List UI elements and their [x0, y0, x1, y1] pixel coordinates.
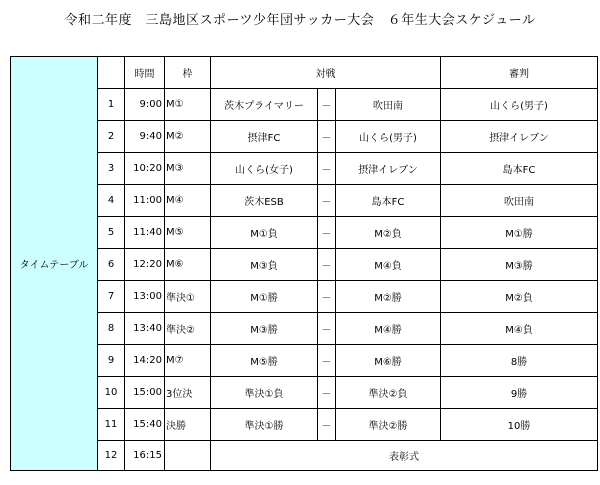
- row-number: 11: [98, 409, 125, 441]
- row-referee: M④負: [441, 313, 598, 345]
- row-frame: M⑤: [165, 217, 211, 249]
- row-team-a: M⑤勝: [211, 345, 318, 377]
- row-team-b: 摂津イレブン: [336, 153, 441, 185]
- row-frame: 3位決: [165, 377, 211, 409]
- row-time: 14:20: [125, 345, 165, 377]
- row-separator: －: [318, 281, 336, 313]
- row-team-a: 茨木プライマリー: [211, 89, 318, 121]
- row-team-b: 山くら(男子): [336, 121, 441, 153]
- header-no: [98, 57, 125, 89]
- row-time: 12:20: [125, 249, 165, 281]
- row-separator: －: [318, 313, 336, 345]
- row-frame: M①: [165, 89, 211, 121]
- table-row: [11, 217, 598, 249]
- schedule-table: [10, 56, 598, 471]
- row-referee: 8勝: [441, 345, 598, 377]
- row-time: 15:40: [125, 409, 165, 441]
- row-team-b: 準決②勝: [336, 409, 441, 441]
- row-separator: －: [318, 217, 336, 249]
- row-separator: －: [318, 121, 336, 153]
- table-row: [11, 185, 598, 217]
- row-time: 9:00: [125, 89, 165, 121]
- row-referee: 吹田南: [441, 185, 598, 217]
- row-team-b: M②勝: [336, 281, 441, 313]
- row-team-a: 茨木ESB: [211, 185, 318, 217]
- row-referee: 摂津イレブン: [441, 121, 598, 153]
- row-frame: M⑦: [165, 345, 211, 377]
- table-row: [11, 345, 598, 377]
- header-match: 対戦: [211, 57, 441, 89]
- row-referee: 山くら(男子): [441, 89, 598, 121]
- row-team-a: M③負: [211, 249, 318, 281]
- row-number: 9: [98, 345, 125, 377]
- row-time: 15:00: [125, 377, 165, 409]
- row-separator: －: [318, 249, 336, 281]
- row-number: 3: [98, 153, 125, 185]
- table-row: [11, 89, 598, 121]
- row-team-a: M③勝: [211, 313, 318, 345]
- row-team-b: 準決②負: [336, 377, 441, 409]
- row-team-b: M④負: [336, 249, 441, 281]
- row-team-a: 準決①負: [211, 377, 318, 409]
- header-row: [11, 57, 598, 89]
- row-referee: 10勝: [441, 409, 598, 441]
- ceremony-label: 表彰式: [211, 441, 598, 471]
- row-time: 11:00: [125, 185, 165, 217]
- row-frame: M⑥: [165, 249, 211, 281]
- row-separator: －: [318, 89, 336, 121]
- row-referee: 9勝: [441, 377, 598, 409]
- row-time: 16:15: [125, 441, 165, 471]
- row-frame: M③: [165, 153, 211, 185]
- row-number: 7: [98, 281, 125, 313]
- row-referee: M③勝: [441, 249, 598, 281]
- row-team-a: 摂津FC: [211, 121, 318, 153]
- page-title: 令和二年度 三島地区スポーツ少年団サッカー大会 ６年生大会スケジュール: [64, 13, 536, 28]
- row-team-b: M②負: [336, 217, 441, 249]
- row-time: 9:40: [125, 121, 165, 153]
- row-time: 13:40: [125, 313, 165, 345]
- header-time: 時間: [125, 57, 165, 89]
- row-separator: －: [318, 153, 336, 185]
- row-number: 1: [98, 89, 125, 121]
- row-number: 4: [98, 185, 125, 217]
- header-referee: 審判: [441, 57, 598, 89]
- row-team-a: 山くら(女子): [211, 153, 318, 185]
- row-number: 10: [98, 377, 125, 409]
- row-team-b: 島本FC: [336, 185, 441, 217]
- row-team-b: M④勝: [336, 313, 441, 345]
- table-row-ceremony: [11, 441, 598, 471]
- row-team-b: 吹田南: [336, 89, 441, 121]
- timetable-label: タイムテーブル: [11, 57, 98, 471]
- row-team-a: 準決①勝: [211, 409, 318, 441]
- row-time: 13:00: [125, 281, 165, 313]
- table-row: [11, 377, 598, 409]
- row-number: 12: [98, 441, 125, 471]
- table-row: [11, 121, 598, 153]
- row-number: 8: [98, 313, 125, 345]
- row-team-a: M①勝: [211, 281, 318, 313]
- row-team-a: M①負: [211, 217, 318, 249]
- row-separator: －: [318, 377, 336, 409]
- table-row: [11, 281, 598, 313]
- table-row: [11, 153, 598, 185]
- row-frame: 準決②: [165, 313, 211, 345]
- row-frame: [165, 441, 211, 471]
- row-team-b: M⑥勝: [336, 345, 441, 377]
- table-row: [11, 313, 598, 345]
- header-frame: 枠: [165, 57, 211, 89]
- row-number: 6: [98, 249, 125, 281]
- row-separator: －: [318, 409, 336, 441]
- table-row: [11, 249, 598, 281]
- row-frame: M④: [165, 185, 211, 217]
- row-frame: 準決①: [165, 281, 211, 313]
- row-referee: 島本FC: [441, 153, 598, 185]
- row-number: 2: [98, 121, 125, 153]
- row-time: 10:20: [125, 153, 165, 185]
- row-frame: M②: [165, 121, 211, 153]
- row-number: 5: [98, 217, 125, 249]
- row-referee: M①勝: [441, 217, 598, 249]
- row-separator: －: [318, 185, 336, 217]
- row-time: 11:40: [125, 217, 165, 249]
- row-frame: 決勝: [165, 409, 211, 441]
- row-referee: M②負: [441, 281, 598, 313]
- table-row: [11, 409, 598, 441]
- row-separator: －: [318, 345, 336, 377]
